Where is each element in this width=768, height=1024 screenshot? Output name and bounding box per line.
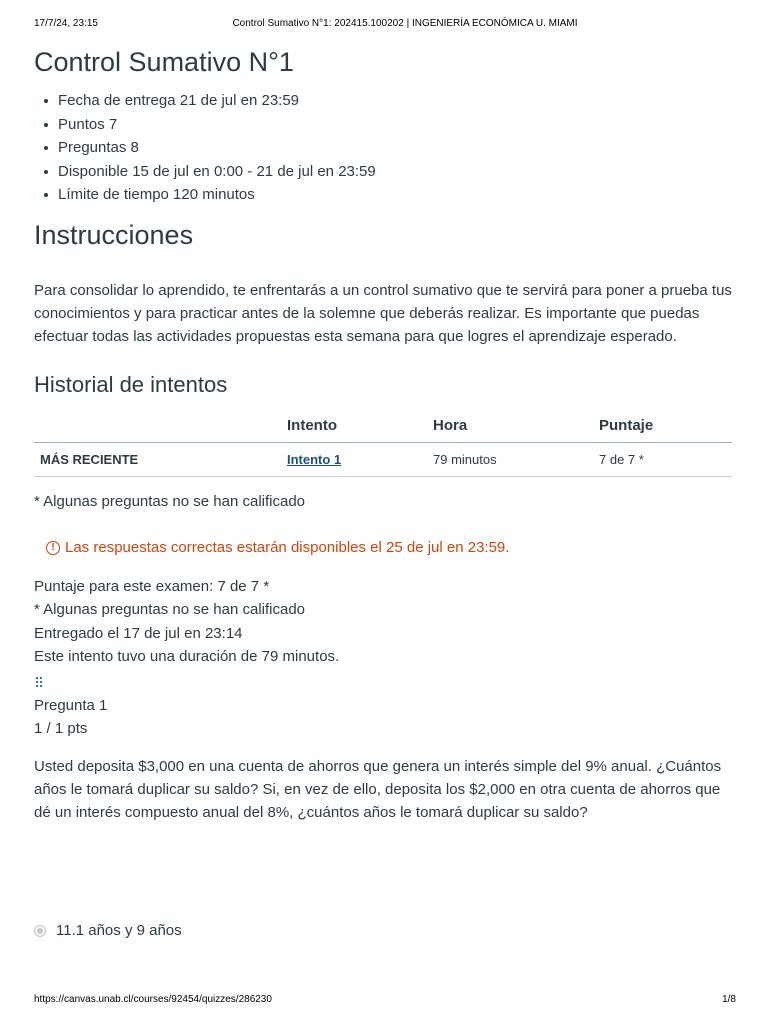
summary-ungraded-note: * Algunas preguntas no se han calificado <box>34 601 306 618</box>
print-url: https://canvas.unab.cl/courses/92454/quizzes/286230 <box>34 994 272 1005</box>
attempt-summary <box>34 575 734 669</box>
table-row <box>34 442 732 476</box>
attempt-link[interactable]: Intento 1 <box>287 451 342 467</box>
drag-handle-icon[interactable]: ⠿ <box>34 674 44 691</box>
instructions-text: Para consolidar lo aprendido, te enfrentarás a un control sumativo que te servirá para poner a prueba tus conocimientos y para practicar antes de la solemne que deberás realizar. Es importante que puedas efectuar todas las actividades propuestas esta semana para que logres el aprendizaje esperado. <box>34 281 732 345</box>
answer-option[interactable] <box>34 922 182 939</box>
column-header-time: Hora <box>427 409 593 443</box>
attempt-duration: Este intento tuvo una duración de 79 minutos. <box>34 648 340 665</box>
table-header-row <box>34 409 732 443</box>
column-header-empty <box>34 409 281 443</box>
submitted-date: Entregado el 17 de jul en 23:14 <box>34 624 243 642</box>
answer-label: 11.1 años y 9 años <box>56 922 182 939</box>
quiz-title: Control Sumativo N°1 <box>34 47 294 77</box>
print-footer <box>34 994 736 1005</box>
attempt-cell <box>281 442 427 476</box>
quiz-details <box>34 89 734 207</box>
attempt-history-table <box>34 409 732 477</box>
detail-questions: Preguntas 8 <box>58 136 734 160</box>
time-cell: 79 minutos <box>427 442 593 476</box>
detail-available: Disponible 15 de jul en 0:00 - 21 de jul en 23:59 <box>58 160 734 184</box>
question-text: Usted deposita $3,000 en una cuenta de ahorros que genera un interés simple del 9% anual. ¿Cuántos años le tomará duplicar su saldo? Si, en vez de ello, deposita los $2,000 en otra cuenta de ahorros que dé un interés compuesto anual del 8%, ¿cuántos años le tomará duplicar su saldo? <box>34 757 722 821</box>
radio-button[interactable] <box>34 925 46 937</box>
row-label: MÁS RECIENTE <box>34 442 281 476</box>
print-header <box>34 18 736 29</box>
print-page-title: Control Sumativo N°1: 202415.100202 | INGENIERÍA ECONÓMICA U. MIAMI <box>232 18 578 29</box>
main-content <box>34 44 734 824</box>
question-label: Pregunta 1 <box>34 696 108 714</box>
detail-points: Puntos 7 <box>58 113 734 137</box>
answers-warning <box>46 538 734 558</box>
instructions-heading: Instrucciones <box>34 219 194 250</box>
question-points: 1 / 1 pts <box>34 720 88 737</box>
history-heading: Historial de intentos <box>34 371 228 397</box>
detail-time-limit: Límite de tiempo 120 minutos <box>58 183 734 207</box>
detail-due-date: Fecha de entrega 21 de jul en 23:59 <box>58 89 734 113</box>
column-header-score: Puntaje <box>593 409 732 443</box>
exam-score: Puntaje para este examen: 7 de 7 * <box>34 577 270 595</box>
warning-text: Las respuestas correctas estarán disponibles el 25 de jul en 23:59. <box>65 538 510 556</box>
radio-dot-icon <box>37 928 43 934</box>
ungraded-note: * Algunas preguntas no se han calificado <box>34 492 306 510</box>
score-cell: 7 de 7 * <box>593 442 732 476</box>
print-date: 17/7/24, 23:15 <box>34 18 98 29</box>
column-header-attempt: Intento <box>281 409 427 443</box>
warning-icon: ! <box>46 541 60 555</box>
print-page-number: 1/8 <box>722 994 736 1005</box>
